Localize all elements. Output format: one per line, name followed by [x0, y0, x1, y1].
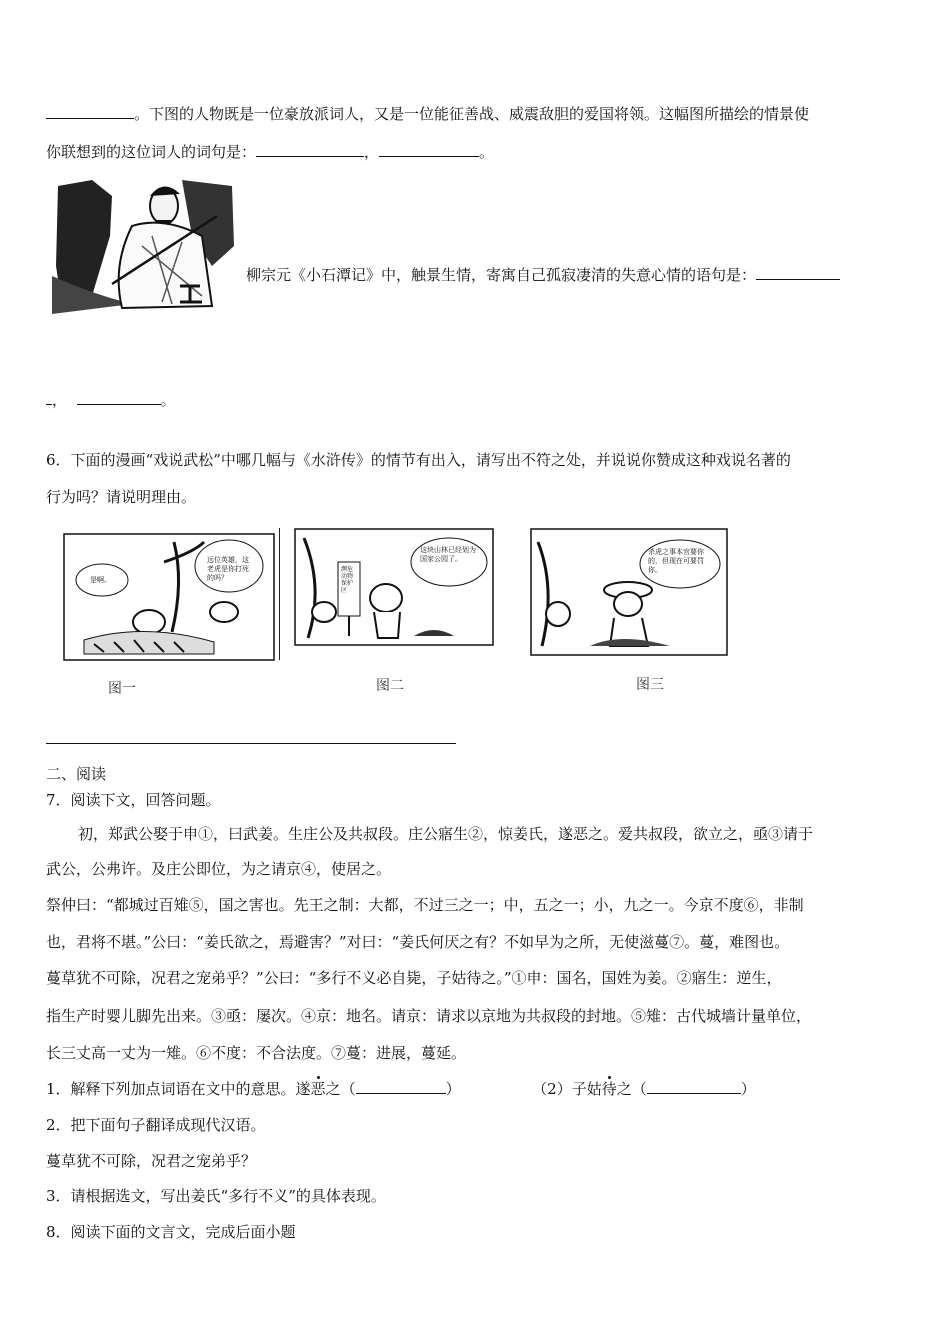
passage-line-5: 蔓草犹不可除，况君之宠弟乎？”公曰：“多行不义必自毙，子姑待之。”①申：国名，国姓为姜。②寤生：逆生， — [46, 969, 782, 987]
passage-line-7: 长三丈高一丈为一雉。⑥不度：不合法度。⑦蔓：进展，蔓延。 — [46, 1044, 467, 1062]
answer-blank[interactable] — [46, 104, 134, 119]
q6-line-1: 6．下面的漫画“戏说武松”中哪几幅与《水浒传》的情节有出入，请写出不符之处，并说说你赞成这种戏说名著的 — [46, 451, 791, 469]
panel-3-speech: 杀虎之事本官要你的，但现在可要罚你。 — [648, 548, 704, 574]
answer-blank[interactable] — [379, 142, 479, 157]
q6-line-2: 行为吗？请说明理由。 — [46, 488, 197, 506]
q8-title: 8．阅读下面的文言文，完成后面小题 — [46, 1223, 296, 1241]
panel-2-sign: 濒危动物保护区 — [341, 566, 354, 594]
answer-blank[interactable] — [756, 265, 840, 280]
answer-blank[interactable] — [356, 1079, 446, 1094]
comic-panel-3 — [530, 528, 728, 656]
panel-1-speech-right: 远位英雄，这老虎是你打死的吗？ — [207, 556, 249, 582]
passage-line-6: 指生产时婴儿脚先出来。③亟：屡次。④京：地名。请京：请求以京地为共叔段的封地。⑤雉：古代城墙计量单位， — [46, 1007, 812, 1025]
caption-panel-3: 图三 — [636, 677, 664, 693]
section-heading: 二、阅读 — [46, 765, 107, 783]
passage-line-2: 武公，公弗许。及庄公即位，为之请京④，使居之。 — [46, 860, 392, 878]
q5-side-text: 柳宗元《小石潭记》中，触景生情，寄寓自己孤寂凄清的失意心情的语句是： — [246, 265, 840, 285]
translation-sentence: 蔓草犹不可除，况君之宠弟乎？ — [46, 1152, 257, 1170]
sub-question-1: 1．解释下列加点词语在文中的意思。遂恶之（ ） （2）子姑待之（ ） — [46, 1080, 756, 1098]
passage-line-3: 祭仲曰：“都城过百雉⑤，国之害也。先王之制：大都，不过三之一；中，五之一；小，九之一。今京不度⑥，非制 — [46, 896, 804, 914]
caption-panel-2: 图二 — [376, 678, 404, 694]
caption-panel-1: 图一 — [108, 681, 136, 697]
comic-panel-1 — [44, 522, 280, 664]
q5-continuation: ， 。 — [46, 390, 176, 410]
q7-title: 7．阅读下文，回答问题。 — [46, 791, 221, 809]
hero-illustration — [52, 176, 238, 314]
q5-line-1: 。下图的人物既是一位豪放派词人，又是一位能征善战、威震敌胆的爱国将领。这幅图所描绘的情景使 — [46, 104, 809, 124]
sub-question-3: 3．请根据选文，写出姜氏“多行不义”的具体表现。 — [46, 1187, 386, 1205]
panel-divider — [279, 528, 280, 660]
comic-panel-2 — [294, 528, 494, 646]
answer-blank[interactable] — [77, 390, 161, 405]
sub-question-2: 2．把下面句子翻译成现代汉语。 — [46, 1116, 266, 1134]
passage-line-1: 初，郑武公娶于申①，曰武姜。生庄公及共叔段。庄公寤生②，惊姜氏，遂恶之。爱共叔段，欲立之，亟③请于 — [78, 825, 814, 843]
q5-line-2: 你联想到的这位词人的词句是： ， 。 — [46, 143, 495, 161]
answer-line[interactable] — [46, 743, 456, 744]
answer-blank[interactable] — [256, 142, 364, 157]
panel-2-speech: 这块山林已经划为国家公园了。 — [420, 546, 476, 563]
panel-1-speech-left: 是啊。 — [90, 576, 111, 584]
answer-blank[interactable] — [647, 1079, 741, 1094]
passage-line-4: 也，君将不堪。”公曰：“姜氏欲之，焉避害？”对曰：“姜氏何厌之有？不如早为之所，无使滋蔓⑦。蔓，难图也。 — [46, 933, 790, 951]
